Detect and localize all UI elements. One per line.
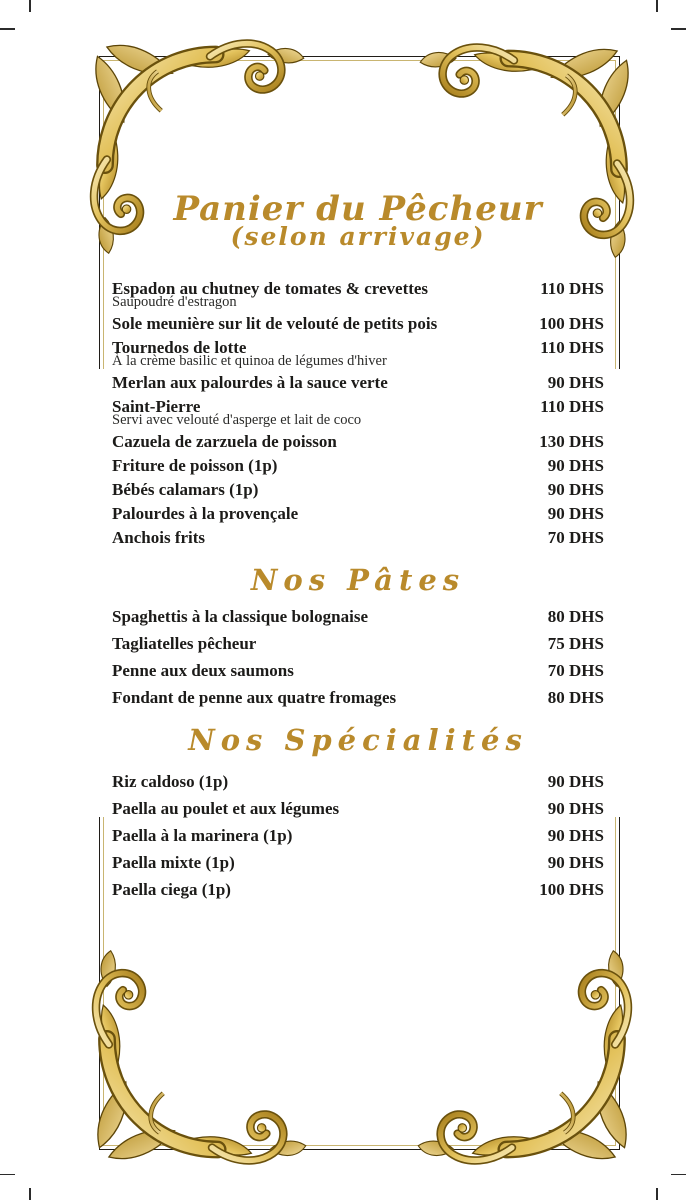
menu-item-row [112,338,604,368]
menu-item-main [112,772,604,791]
item-name: Saint-Pierre [112,396,201,416]
menu-item-main [112,688,604,707]
menu-item-main [112,528,604,547]
crop-mark [0,28,15,30]
menu-item-row [112,504,604,523]
item-price: 75 DHS [547,634,604,654]
item-name: Sole meunière sur lit de velouté de petits pois [112,313,438,333]
item-name: Tournedos de lotte [112,337,247,357]
menu-item-row [112,607,604,626]
item-price: 80 DHS [547,688,604,708]
item-name: Tagliatelles pêcheur [112,634,257,654]
item-price: 90 DHS [547,479,604,499]
frame-gap-right [609,369,625,817]
crop-mark [671,28,686,30]
crop-mark [0,1174,15,1176]
section-items [112,772,604,899]
item-price: 90 DHS [547,853,604,873]
section-title: Nos Spécialités [188,723,528,758]
item-name: Paella à la marinera (1p) [112,826,293,846]
item-description: Saupoudré d'estragon [112,293,237,310]
menu-item-main [112,432,604,451]
item-price: 90 DHS [547,772,604,792]
menu-item-main [112,456,604,475]
item-name: Penne aux deux saumons [112,661,294,681]
item-name: Spaghettis à la classique bolognaise [112,607,368,627]
menu-item-row [112,880,604,899]
item-name: Riz caldoso (1p) [112,772,229,792]
item-name: Anchois frits [112,527,206,547]
crop-mark [656,1188,658,1200]
menu-section [112,723,604,899]
menu-item-row [112,528,604,547]
item-price: 110 DHS [540,396,604,416]
menu-item-row [112,456,604,475]
menu-item-main [112,480,604,499]
item-name: Paella au poulet et aux légumes [112,799,340,819]
item-name: Friture de poisson (1p) [112,455,278,475]
item-price: 110 DHS [540,278,604,298]
section-title: Nos Pâtes [250,562,466,597]
crop-mark [671,1174,686,1176]
section-subtitle: (selon arrivage) [230,222,486,252]
menu-item-main [112,634,604,653]
item-price: 90 DHS [547,826,604,846]
menu-item-row [112,826,604,845]
item-name: Espadon au chutney de tomates & crevettes [112,278,429,298]
menu-item-main [112,880,604,899]
corner-ornament-bottom-left [78,947,316,1172]
menu-item-main [112,607,604,626]
crop-mark [29,1188,31,1200]
crop-mark [656,0,658,12]
item-name: Fondant de penne aux quatre fromages [112,688,397,708]
item-price: 70 DHS [547,661,604,681]
menu-item-main [112,661,604,680]
item-name: Paella ciega (1p) [112,880,231,900]
item-name: Paella mixte (1p) [112,853,235,873]
item-price: 100 DHS [539,313,604,333]
menu-item-main [112,504,604,523]
menu-item-main [112,799,604,818]
menu-item-row [112,634,604,653]
item-price: 110 DHS [540,337,604,357]
menu-section [112,563,604,708]
menu-item-row [112,279,604,309]
menu-item-row [112,799,604,818]
crop-mark [29,0,31,12]
menu-item-main [112,853,604,872]
item-price: 90 DHS [547,799,604,819]
menu-item-row [112,397,604,427]
item-price: 90 DHS [547,372,604,392]
menu-item-row [112,661,604,680]
item-price: 90 DHS [547,503,604,523]
item-name: Bébés calamars (1p) [112,479,259,499]
menu-section [112,190,604,547]
item-description: Servi avec velouté d'asperge et lait de coco [112,411,362,428]
menu-item-row [112,432,604,451]
item-name: Cazuela de zarzuela de poisson [112,431,337,451]
item-price: 130 DHS [539,431,604,451]
frame-gap-left [95,369,111,817]
item-price: 100 DHS [539,880,604,900]
item-price: 80 DHS [547,607,604,627]
menu-content [112,190,604,907]
item-price: 90 DHS [547,455,604,475]
menu-item-row [112,853,604,872]
menu-item-row [112,373,604,392]
menu-item-row [112,772,604,791]
menu-item-row [112,480,604,499]
section-title: Panier du Pêcheur [173,189,543,229]
section-items [112,607,604,707]
item-description: À la crème basilic et quinoa de légumes d'hiver [112,352,387,369]
item-name: Palourdes à la provençale [112,503,299,523]
menu-item-row [112,688,604,707]
menu-item-main [112,314,604,333]
item-price: 70 DHS [547,527,604,547]
section-items [112,279,604,547]
menu-item-row [112,314,604,333]
item-name: Merlan aux palourdes à la sauce verte [112,372,388,392]
corner-ornament-bottom-right [408,947,646,1172]
menu-item-main [112,826,604,845]
menu-item-main [112,373,604,392]
